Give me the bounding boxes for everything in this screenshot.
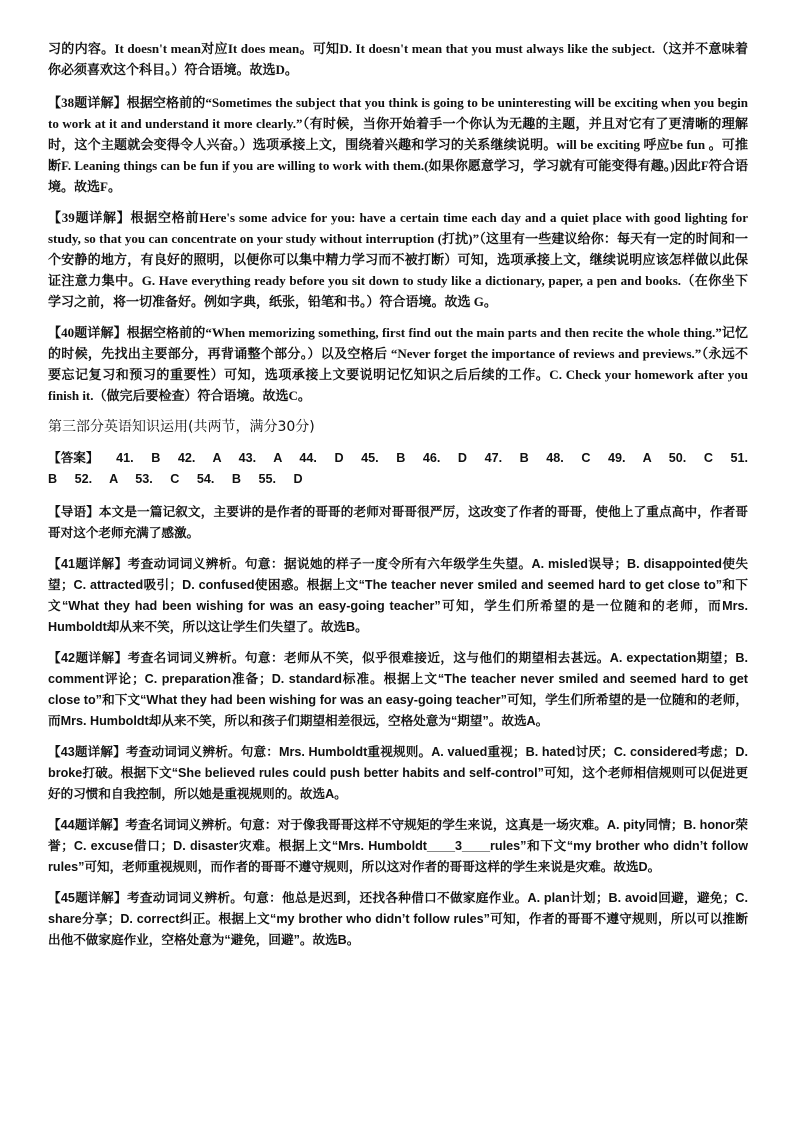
paragraph-38: 【38题详解】根据空格前的“Sometimes the subject that you think is going to be uninteresting will be exciting when you begin to work at it and understand it more clearly.”（有时候，当你开始着手一个你认为无趣的主题，并且对它有了更清晰的理解时，这个主题就会变得令人兴奋。）选项承接上文，围绕着兴趣和学习的关系继续说明。will be exciting 呼应be fun 。可推断F. Leaning things can be fun if you are willing to work with them.(如果你愿意学习，学习就有可能变得有趣。)因此F符合语境。故选F。: [48, 95, 748, 194]
answer-key: 【答案】 41. B 42. A 43. A 44. D 45. B 46. D 47. B 48. C 49. A 50. C 51. B 52. A 53. C 54. B 55. D: [48, 451, 748, 486]
paragraph-41: 【41题详解】考查动词词义辨析。句意：据说她的样子一度令所有六年级学生失望。A. misled误导；B. disappointed使失望；C. attracted吸引；D. confused使困惑。根据上文“The teacher never smiled and seemed hard to get close to”和下文“What they had been wishing for was an easy-going teacher”可知，学生们所希望的是一位随和的老师，而Mrs. Humboldt却从来不笑，所以这让学生们失望了。故选B。: [48, 557, 748, 634]
document-page: [48, 38, 748, 961]
paragraph-40: 【40题详解】根据空格前的“When memorizing something, first find out the main parts and then recite the whole thing.”记忆的时候，先找出主要部分，再背诵整个部分。）以及空格后 “Never forget the importance of reviews and previews.”（永远不要忘记复习和预习的重要性）可知，选项承接上文要说明记忆知识之后后续的工作。C. Check your homework after you finish it.（做完后要检查）符合语境。故选C。: [48, 325, 748, 403]
section-title: 第三部分英语知识运用(共两节，满分30分): [48, 419, 315, 435]
paragraph-37-end: 习的内容。It doesn't mean对应It does mean。可知D. It doesn't mean that you must always like the subject.（这并不意味着你必须喜欢这个科目。）符合语境。故选D。: [48, 41, 748, 77]
paragraph-44: 【44题详解】考查名词词义辨析。句意：对于像我哥哥这样不守规矩的学生来说，这真是一场灾难。A. pity同情；B. honor荣誉；C. excuse借口；D. disaster灾难。根据上文“Mrs. Humboldt____3____rules”和下文“my brother who didn’t follow rules”可知，老师重视规则，而作者的哥哥不遵守规则，所以这对作者的哥哥这样的学生来说是灾难。故选D。: [48, 818, 748, 874]
paragraph-45: 【45题详解】考查动词词义辨析。句意：他总是迟到，还找各种借口不做家庭作业。A. plan计划；B. avoid回避，避免；C. share分享；D. correct纠正。根据上文“my brother who didn’t follow rules”可知，作者的哥哥不遵守规则，所以可以推断出他不做家庭作业，空格处意为“避免，回避”。故选B。: [48, 891, 748, 947]
paragraph-42: 【42题详解】考查名词词义辨析。句意：老师从不笑，似乎很难接近，这与他们的期望相去甚远。A. expectation期望；B. comment评论；C. preparation准备；D. standard标准。根据上文“The teacher never smiled and seemed hard to get close to”和下文“What they had been wishing for was an easy-going teacher”可知，学生们所希望的是一位随和的老师，而Mrs. Humboldt却从来不笑，所以和孩子们期望相差很远，空格处意为“期望”。故选A。: [48, 651, 748, 728]
paragraph-43: 【43题详解】考查动词词义辨析。句意：Mrs. Humboldt重视规则。A. valued重视；B. hated讨厌；C. considered考虑；D. broke打破。根据下文“She believed rules could push better habits and self-control”可知，这个老师相信规则可以促进更好的习惯和自我控制，所以她是重视规则的。故选A。: [48, 745, 748, 801]
paragraph-intro: 【导语】本文是一篇记叙文，主要讲的是作者的哥哥的老师对哥哥很严厉，这改变了作者的哥哥，使他上了重点高中，作者哥哥对这个老师充满了感激。: [48, 505, 748, 540]
paragraph-39: 【39题详解】根据空格前Here's some advice for you: have a certain time each day and a quiet place with good lighting for study, so that you can concentrate on your study without interruption (打扰)”（这里有一些建议给你：每天有一定的时间和一个安静的地方，有良好的照明，以便你可以集中精力学习而不被打断）可知，选项承接上文，继续说明应该怎样做以此保证注意力集中。G. Have everything ready before you sit down to study like a dictionary, paper, a pen and books.（在你坐下学习之前，将一切准备好。例如字典，纸张，铅笔和书。）符合语境。故选 G。: [48, 210, 748, 309]
